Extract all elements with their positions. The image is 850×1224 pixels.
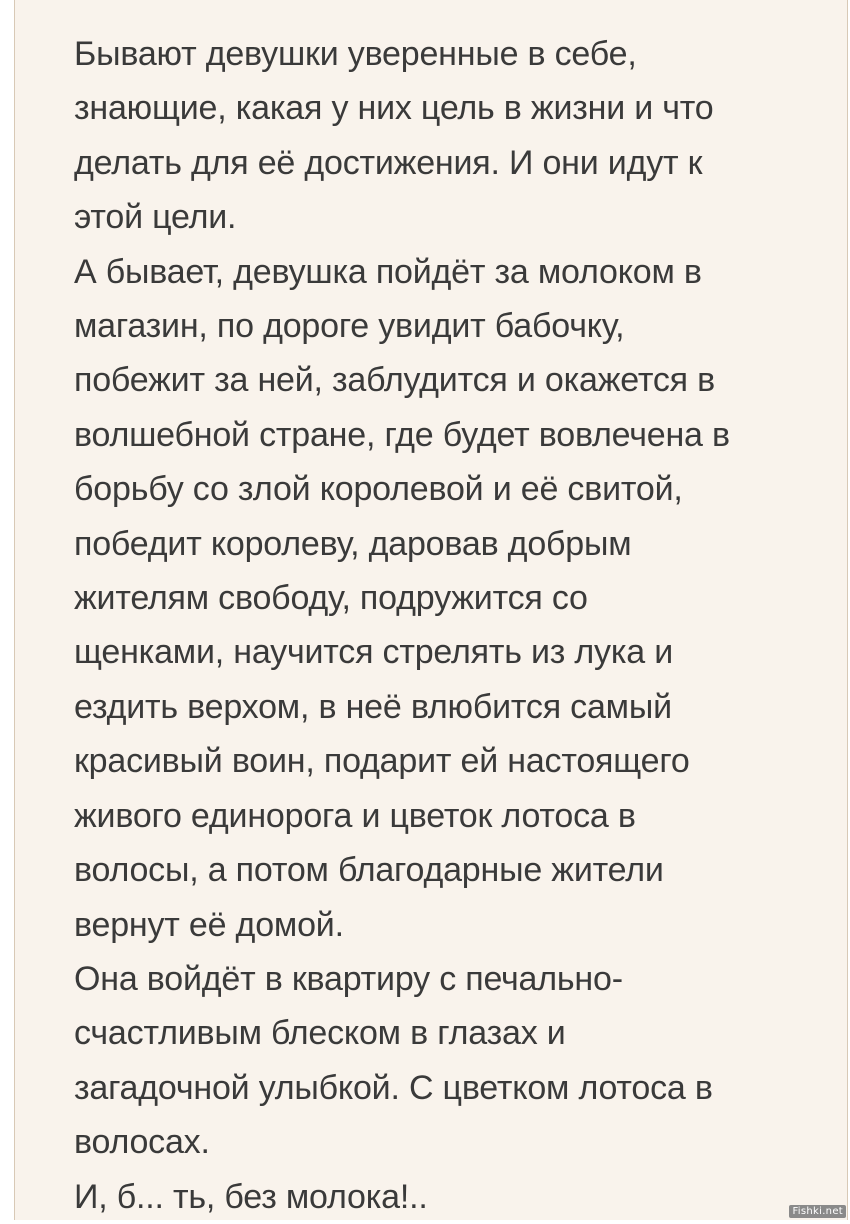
story-line: щенками, научится стрелять из лука и: [74, 633, 674, 672]
site-watermark: Fishki.net: [789, 1205, 846, 1218]
story-line: этой цели.: [74, 198, 237, 237]
story-line: волшебной стране, где будет вовлечена в: [74, 415, 730, 454]
document-page: [14, 0, 848, 1220]
story-line: И, б... ть, без молока!..: [74, 1177, 428, 1216]
story-line: волосы, а потом благодарные жители: [74, 851, 664, 890]
story-line: вернут её домой.: [74, 905, 344, 944]
story-line: магазин, по дороге увидит бабочку,: [74, 307, 625, 346]
story-line: красивый воин, подарит ей настоящего: [74, 742, 690, 781]
story-line: живого единорога и цветок лотоса в: [74, 796, 636, 835]
story-line: загадочной улыбкой. С цветком лотоса в: [74, 1068, 713, 1107]
story-line: Бывают девушки уверенные в себе,: [74, 35, 637, 73]
story-line: волосах.: [74, 1123, 210, 1162]
story-line: Она войдёт в квартиру с печально-: [74, 959, 623, 998]
story-line: счастливым блеском в глазах и: [74, 1014, 566, 1053]
story-line: А бывает, девушка пойдёт за молоком в: [74, 252, 702, 291]
story-line: побежит за ней, заблудится и окажется в: [74, 361, 715, 400]
story-line: ездить верхом, в неё влюбится самый: [74, 687, 672, 726]
story-line: победит королеву, даровав добрым: [74, 524, 632, 563]
story-line: жителям свободу, подружится со: [74, 579, 588, 618]
story-text: [74, 27, 794, 1224]
story-line: борьбу со злой королевой и её свитой,: [74, 470, 683, 509]
story-line: знающие, какая у них цель в жизни и что: [74, 89, 714, 128]
story-line: делать для её достижения. И они идут к: [74, 143, 703, 182]
